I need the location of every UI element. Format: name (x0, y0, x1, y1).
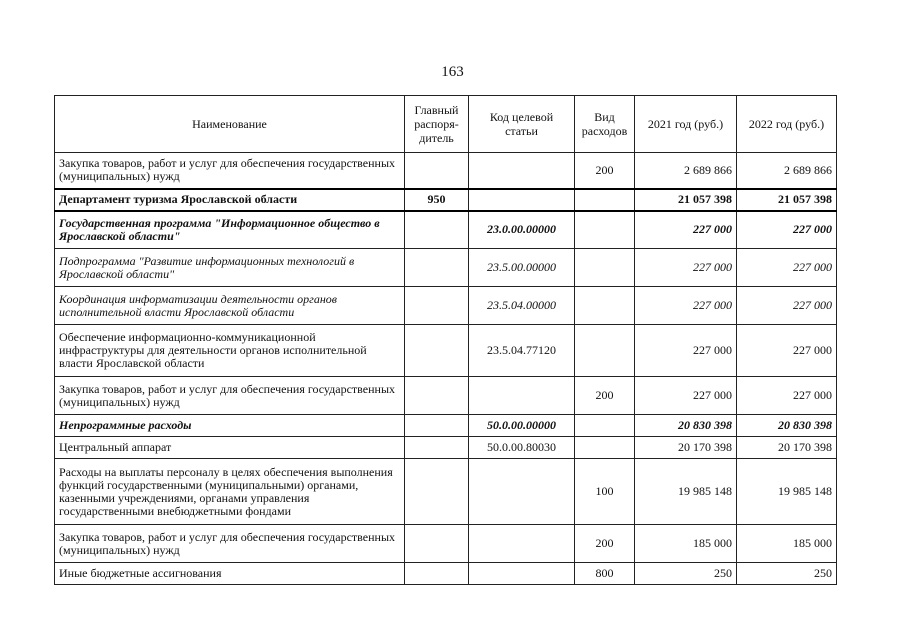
row-manager (405, 415, 469, 437)
row-type (575, 325, 635, 377)
row-manager (405, 377, 469, 415)
header-code: Код целевой статьи (469, 96, 575, 153)
row-code (469, 525, 575, 563)
table-row (55, 153, 837, 189)
row-name: Непрограммные расходы (55, 415, 405, 437)
row-type (575, 189, 635, 211)
table-row (55, 437, 837, 459)
row-2022: 19 985 148 (737, 459, 837, 525)
row-manager (405, 287, 469, 325)
row-code: 50.0.00.00000 (469, 415, 575, 437)
row-2022: 250 (737, 563, 837, 585)
table-row (55, 287, 837, 325)
table-row (55, 563, 837, 585)
row-2022: 21 057 398 (737, 189, 837, 211)
header-2022: 2022 год (руб.) (737, 96, 837, 153)
row-type: 200 (575, 525, 635, 563)
row-manager (405, 563, 469, 585)
header-type: Вид расходов (575, 96, 635, 153)
table-row (55, 325, 837, 377)
row-2021: 250 (635, 563, 737, 585)
row-manager (405, 249, 469, 287)
row-name: Департамент туризма Ярославской области (55, 189, 405, 211)
row-name: Иные бюджетные ассигнования (55, 563, 405, 585)
row-name: Координация информатизации деятельности органов исполнительной власти Ярославской области (55, 287, 405, 325)
row-name: Закупка товаров, работ и услуг для обеспечения государственных (муниципальных) нужд (55, 377, 405, 415)
row-code: 23.5.00.00000 (469, 249, 575, 287)
row-code: 23.5.04.00000 (469, 287, 575, 325)
row-name: Закупка товаров, работ и услуг для обеспечения государственных (муниципальных) нужд (55, 525, 405, 563)
page-number: 163 (441, 64, 464, 80)
row-name: Закупка товаров, работ и услуг для обеспечения государственных (муниципальных) нужд (55, 153, 405, 189)
row-2021: 20 830 398 (635, 415, 737, 437)
row-2022: 227 000 (737, 211, 837, 249)
row-code: 23.0.00.00000 (469, 211, 575, 249)
row-name: Обеспечение информационно-коммуникационной инфраструктуры для деятельности органов исполнительной власти Ярославской области (55, 325, 405, 377)
budget-table (54, 95, 837, 585)
table-row (55, 459, 837, 525)
header-row (55, 96, 837, 153)
row-2021: 21 057 398 (635, 189, 737, 211)
row-2022: 227 000 (737, 287, 837, 325)
table-row (55, 415, 837, 437)
header-2021: 2021 год (руб.) (635, 96, 737, 153)
row-manager (405, 211, 469, 249)
row-type: 800 (575, 563, 635, 585)
row-manager (405, 525, 469, 563)
row-2022: 185 000 (737, 525, 837, 563)
header-manager: Главный распоря-дитель (405, 96, 469, 153)
row-name: Подпрограмма "Развитие информационных технологий в Ярославской области" (55, 249, 405, 287)
table-row (55, 377, 837, 415)
row-2022: 2 689 866 (737, 153, 837, 189)
row-2021: 19 985 148 (635, 459, 737, 525)
row-2021: 20 170 398 (635, 437, 737, 459)
row-code (469, 563, 575, 585)
row-2022: 20 170 398 (737, 437, 837, 459)
row-2022: 227 000 (737, 325, 837, 377)
row-2021: 227 000 (635, 249, 737, 287)
row-type (575, 415, 635, 437)
row-2022: 20 830 398 (737, 415, 837, 437)
table-row (55, 189, 837, 211)
row-2021: 227 000 (635, 287, 737, 325)
row-type (575, 437, 635, 459)
row-2021: 185 000 (635, 525, 737, 563)
row-2022: 227 000 (737, 377, 837, 415)
row-2021: 227 000 (635, 325, 737, 377)
row-2021: 227 000 (635, 211, 737, 249)
row-manager (405, 325, 469, 377)
row-manager (405, 437, 469, 459)
row-manager: 950 (405, 189, 469, 211)
row-type (575, 249, 635, 287)
row-2021: 2 689 866 (635, 153, 737, 189)
row-name: Расходы на выплаты персоналу в целях обеспечения выполнения функций государственными (муниципальными) органами, казенными учреждениями, органами управления государственными внебюджетными фондами (55, 459, 405, 525)
row-code (469, 189, 575, 211)
row-code (469, 153, 575, 189)
row-code (469, 377, 575, 415)
row-2021: 227 000 (635, 377, 737, 415)
row-code: 23.5.04.77120 (469, 325, 575, 377)
row-name: Центральный аппарат (55, 437, 405, 459)
table-row (55, 211, 837, 249)
row-type (575, 211, 635, 249)
row-code (469, 459, 575, 525)
table-row (55, 249, 837, 287)
row-name: Государственная программа "Информационное общество в Ярославской области" (55, 211, 405, 249)
table-row (55, 525, 837, 563)
header-name: Наименование (55, 96, 405, 153)
row-type: 100 (575, 459, 635, 525)
row-type: 200 (575, 377, 635, 415)
row-2022: 227 000 (737, 249, 837, 287)
row-type (575, 287, 635, 325)
row-manager (405, 459, 469, 525)
row-type: 200 (575, 153, 635, 189)
row-manager (405, 153, 469, 189)
row-code: 50.0.00.80030 (469, 437, 575, 459)
